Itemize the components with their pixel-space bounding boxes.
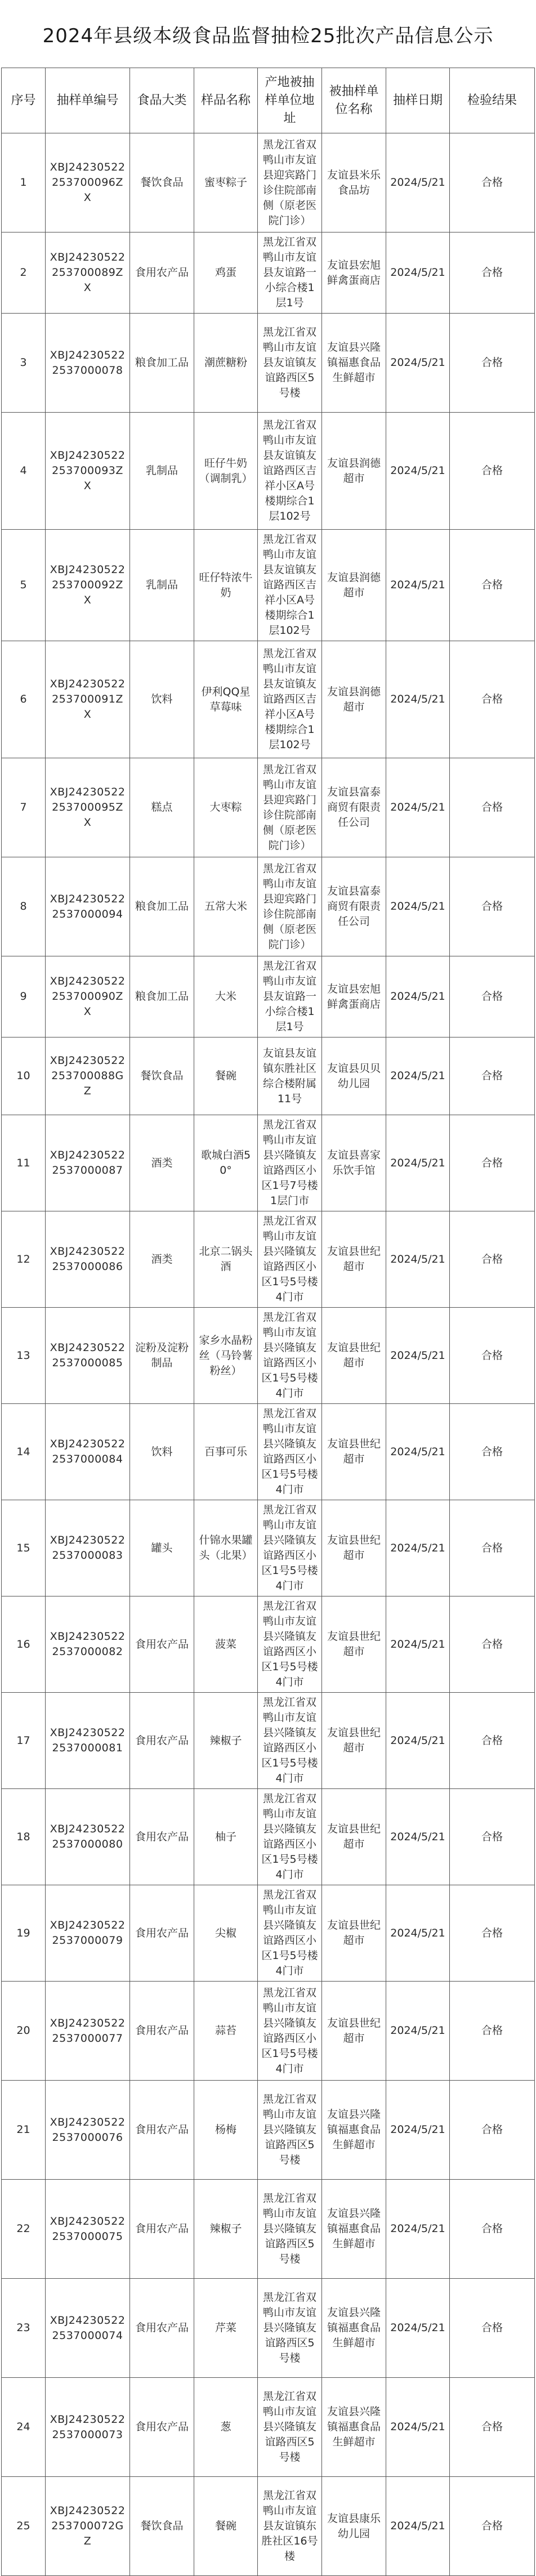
table-row [2, 133, 535, 232]
cell-food-category: 糕点 [130, 758, 194, 857]
cell-test-result: 合格 [450, 413, 535, 530]
cell-address: 黑龙江省双鸭山市友谊县兴隆镇友谊路西区小区1号5号楼4门市 [258, 1885, 322, 1982]
cell-test-result: 合格 [450, 1404, 535, 1500]
cell-test-result: 合格 [450, 1885, 535, 1982]
table-row [2, 641, 535, 758]
cell-sample-code: XBJ242305222537000083 [46, 1500, 130, 1596]
cell-address: 黑龙江省双鸭山市友谊县友谊镇东胜社区16号楼 [258, 2477, 322, 2576]
cell-sampling-date: 2024/5/21 [386, 133, 450, 232]
cell-sample-name: 餐碗 [194, 1037, 258, 1115]
table-header-row [2, 68, 535, 133]
cell-food-category: 餐饮食品 [130, 133, 194, 232]
table-row [2, 413, 535, 530]
cell-food-category: 食用农产品 [130, 1693, 194, 1789]
cell-test-result: 合格 [450, 2378, 535, 2477]
cell-test-result: 合格 [450, 1115, 535, 1211]
cell-test-result: 合格 [450, 1596, 535, 1693]
cell-address: 黑龙江省双鸭山市友谊县友谊镇友谊路西区5号楼 [258, 314, 322, 413]
table-row [2, 2081, 535, 2180]
cell-test-result: 合格 [450, 1693, 535, 1789]
table-row [2, 1596, 535, 1693]
cell-unit-name: 友谊县兴隆镇福惠食品生鲜超市 [322, 2378, 386, 2477]
cell-unit-name: 友谊县宏旭鲜禽蛋商店 [322, 956, 386, 1037]
table-row [2, 1211, 535, 1308]
cell-sample-code: XBJ242305222537000080 [46, 1789, 130, 1885]
table-row [2, 1404, 535, 1500]
cell-sample-code: XBJ242305222537000076 [46, 2081, 130, 2180]
header-address: 产地被抽样单位地址 [258, 68, 322, 133]
cell-seq: 9 [2, 956, 46, 1037]
cell-test-result: 合格 [450, 1982, 535, 2081]
cell-food-category: 酒类 [130, 1115, 194, 1211]
cell-sampling-date: 2024/5/21 [386, 2180, 450, 2279]
cell-sample-name: 歌城白酒50° [194, 1115, 258, 1211]
cell-seq: 4 [2, 413, 46, 530]
table-row [2, 232, 535, 314]
cell-unit-name: 友谊县富泰商贸有限责任公司 [322, 857, 386, 956]
cell-sampling-date: 2024/5/21 [386, 758, 450, 857]
cell-food-category: 餐饮食品 [130, 2477, 194, 2576]
cell-sample-code: XBJ24230522253700093ZX [46, 413, 130, 530]
cell-sample-name: 旺仔牛奶（调制乳） [194, 413, 258, 530]
cell-sample-name: 蒜苔 [194, 1982, 258, 2081]
table-row [2, 956, 535, 1037]
cell-seq: 23 [2, 2279, 46, 2378]
cell-food-category: 食用农产品 [130, 1789, 194, 1885]
cell-food-category: 酒类 [130, 1211, 194, 1308]
cell-test-result: 合格 [450, 530, 535, 641]
header-food-category: 食品大类 [130, 68, 194, 133]
cell-sample-code: XBJ24230522253700096ZX [46, 133, 130, 232]
cell-sampling-date: 2024/5/21 [386, 232, 450, 314]
cell-seq: 22 [2, 2180, 46, 2279]
cell-seq: 7 [2, 758, 46, 857]
cell-seq: 18 [2, 1789, 46, 1885]
cell-test-result: 合格 [450, 314, 535, 413]
cell-food-category: 食用农产品 [130, 2378, 194, 2477]
cell-sample-name: 葱 [194, 2378, 258, 2477]
cell-food-category: 乳制品 [130, 413, 194, 530]
cell-sample-code: XBJ242305222537000079 [46, 1885, 130, 1982]
cell-test-result: 合格 [450, 2081, 535, 2180]
cell-unit-name: 友谊县康乐幼儿园 [322, 2477, 386, 2576]
cell-food-category: 餐饮食品 [130, 1037, 194, 1115]
cell-unit-name: 友谊县润德超市 [322, 530, 386, 641]
cell-food-category: 食用农产品 [130, 232, 194, 314]
cell-test-result: 合格 [450, 1037, 535, 1115]
cell-sample-name: 芹菜 [194, 2279, 258, 2378]
cell-test-result: 合格 [450, 1308, 535, 1404]
cell-test-result: 合格 [450, 2477, 535, 2576]
cell-address: 黑龙江省双鸭山市友谊县友谊镇友谊路西区吉祥小区A号楼期综合1层102号 [258, 641, 322, 758]
cell-unit-name: 友谊县兴隆镇福惠食品生鲜超市 [322, 2180, 386, 2279]
cell-address: 黑龙江省双鸭山市友谊县兴隆镇友谊路西区5号楼 [258, 2180, 322, 2279]
cell-sample-code: XBJ24230522253700088GZ [46, 1037, 130, 1115]
cell-sample-code: XBJ242305222537000082 [46, 1596, 130, 1693]
cell-unit-name: 友谊县米乐食品坊 [322, 133, 386, 232]
cell-address: 友谊县友谊镇东胜社区综合楼附属11号 [258, 1037, 322, 1115]
cell-sample-code: XBJ242305222537000077 [46, 1982, 130, 2081]
cell-address: 黑龙江省双鸭山市友谊县迎宾路门诊住院部南侧（原老医院门诊） [258, 133, 322, 232]
cell-address: 黑龙江省双鸭山市友谊县兴隆镇友谊路西区小区1号5号楼4门市 [258, 1982, 322, 2081]
cell-sampling-date: 2024/5/21 [386, 2378, 450, 2477]
cell-unit-name: 友谊县世纪超市 [322, 1789, 386, 1885]
cell-sampling-date: 2024/5/21 [386, 1308, 450, 1404]
header-sample-code: 抽样单编号 [46, 68, 130, 133]
cell-sampling-date: 2024/5/21 [386, 1789, 450, 1885]
cell-address: 黑龙江省双鸭山市友谊县兴隆镇友谊路西区小区1号7号楼1层门市 [258, 1115, 322, 1211]
cell-sample-code: XBJ24230522253700090ZX [46, 956, 130, 1037]
cell-unit-name: 友谊县世纪超市 [322, 1500, 386, 1596]
cell-seq: 16 [2, 1596, 46, 1693]
cell-sampling-date: 2024/5/21 [386, 1500, 450, 1596]
cell-food-category: 饮料 [130, 1404, 194, 1500]
cell-sample-name: 伊利QQ星草莓味 [194, 641, 258, 758]
cell-seq: 3 [2, 314, 46, 413]
cell-sample-name: 大米 [194, 956, 258, 1037]
header-seq: 序号 [2, 68, 46, 133]
cell-sample-name: 柚子 [194, 1789, 258, 1885]
table-row [2, 758, 535, 857]
cell-sample-code: XBJ242305222537000084 [46, 1404, 130, 1500]
cell-sampling-date: 2024/5/21 [386, 2081, 450, 2180]
cell-unit-name: 友谊县兴隆镇福惠食品生鲜超市 [322, 314, 386, 413]
cell-seq: 19 [2, 1885, 46, 1982]
cell-address: 黑龙江省双鸭山市友谊县友谊镇友谊路西区吉祥小区A号楼期综合1层102号 [258, 530, 322, 641]
table-row [2, 2477, 535, 2576]
table-row [2, 1115, 535, 1211]
cell-sampling-date: 2024/5/21 [386, 956, 450, 1037]
cell-test-result: 合格 [450, 1500, 535, 1596]
cell-seq: 20 [2, 1982, 46, 2081]
cell-sample-name: 鸡蛋 [194, 232, 258, 314]
cell-unit-name: 友谊县富泰商贸有限责任公司 [322, 758, 386, 857]
cell-unit-name: 友谊县世纪超市 [322, 1885, 386, 1982]
cell-sample-name: 蜜枣粽子 [194, 133, 258, 232]
table-row [2, 314, 535, 413]
cell-seq: 21 [2, 2081, 46, 2180]
cell-test-result: 合格 [450, 232, 535, 314]
cell-sample-name: 北京二锅头酒 [194, 1211, 258, 1308]
cell-sampling-date: 2024/5/21 [386, 1211, 450, 1308]
cell-unit-name: 友谊县兴隆镇福惠食品生鲜超市 [322, 2081, 386, 2180]
cell-test-result: 合格 [450, 1211, 535, 1308]
cell-sample-name: 家乡水晶粉丝（马铃薯粉丝） [194, 1308, 258, 1404]
cell-unit-name: 友谊县兴隆镇福惠食品生鲜超市 [322, 2279, 386, 2378]
cell-test-result: 合格 [450, 758, 535, 857]
cell-test-result: 合格 [450, 2279, 535, 2378]
cell-sampling-date: 2024/5/21 [386, 314, 450, 413]
cell-test-result: 合格 [450, 2180, 535, 2279]
cell-test-result: 合格 [450, 956, 535, 1037]
cell-seq: 25 [2, 2477, 46, 2576]
cell-sample-code: XBJ242305222537000075 [46, 2180, 130, 2279]
cell-sample-name: 旺仔特浓牛奶 [194, 530, 258, 641]
cell-seq: 2 [2, 232, 46, 314]
cell-seq: 24 [2, 2378, 46, 2477]
cell-seq: 6 [2, 641, 46, 758]
cell-address: 黑龙江省双鸭山市友谊县友谊镇友谊路西区吉祥小区A号楼期综合1层102号 [258, 413, 322, 530]
cell-sample-code: XBJ24230522253700089ZX [46, 232, 130, 314]
cell-sampling-date: 2024/5/21 [386, 2279, 450, 2378]
cell-sample-code: XBJ24230522253700091ZX [46, 641, 130, 758]
table-row [2, 1693, 535, 1789]
cell-food-category: 食用农产品 [130, 1982, 194, 2081]
cell-sample-name: 尖椒 [194, 1885, 258, 1982]
cell-food-category: 食用农产品 [130, 2081, 194, 2180]
cell-address: 黑龙江省双鸭山市友谊县迎宾路门诊住院部南侧（原老医院门诊） [258, 758, 322, 857]
cell-sample-name: 潮蔗糖粉 [194, 314, 258, 413]
cell-sample-name: 大枣粽 [194, 758, 258, 857]
cell-sample-name: 杨梅 [194, 2081, 258, 2180]
table-row [2, 1982, 535, 2081]
cell-unit-name: 友谊县世纪超市 [322, 1693, 386, 1789]
cell-unit-name: 友谊县世纪超市 [322, 1308, 386, 1404]
cell-sampling-date: 2024/5/21 [386, 1037, 450, 1115]
cell-food-category: 食用农产品 [130, 2279, 194, 2378]
cell-sample-code: XBJ24230522253700092ZX [46, 530, 130, 641]
cell-unit-name: 友谊县世纪超市 [322, 1404, 386, 1500]
cell-seq: 1 [2, 133, 46, 232]
cell-seq: 11 [2, 1115, 46, 1211]
cell-unit-name: 友谊县润德超市 [322, 413, 386, 530]
cell-sampling-date: 2024/5/21 [386, 1596, 450, 1693]
cell-food-category: 罐头 [130, 1500, 194, 1596]
cell-unit-name: 友谊县宏旭鲜禽蛋商店 [322, 232, 386, 314]
cell-sampling-date: 2024/5/21 [386, 530, 450, 641]
cell-sample-code: XBJ242305222537000094 [46, 857, 130, 956]
cell-unit-name: 友谊县贝贝幼儿园 [322, 1037, 386, 1115]
cell-unit-name: 友谊县世纪超市 [322, 1982, 386, 2081]
cell-sampling-date: 2024/5/21 [386, 1982, 450, 2081]
cell-sample-code: XBJ242305222537000073 [46, 2378, 130, 2477]
header-test-result: 检验结果 [450, 68, 535, 133]
table-row [2, 857, 535, 956]
cell-sample-code: XBJ242305222537000081 [46, 1693, 130, 1789]
cell-address: 黑龙江省双鸭山市友谊县兴隆镇友谊路西区小区1号5号楼4门市 [258, 1789, 322, 1885]
cell-address: 黑龙江省双鸭山市友谊县兴隆镇友谊路西区小区1号5号楼4门市 [258, 1308, 322, 1404]
cell-sample-name: 什锦水果罐头（北果） [194, 1500, 258, 1596]
cell-test-result: 合格 [450, 1789, 535, 1885]
table-row [2, 2378, 535, 2477]
cell-seq: 13 [2, 1308, 46, 1404]
cell-food-category: 饮料 [130, 641, 194, 758]
cell-sampling-date: 2024/5/21 [386, 1404, 450, 1500]
cell-sample-code: XBJ242305222537000087 [46, 1115, 130, 1211]
cell-unit-name: 友谊县世纪超市 [322, 1211, 386, 1308]
cell-address: 黑龙江省双鸭山市友谊县兴隆镇友谊路西区小区1号5号楼4门市 [258, 1211, 322, 1308]
cell-sample-name: 辣椒子 [194, 1693, 258, 1789]
table-row [2, 2279, 535, 2378]
cell-address: 黑龙江省双鸭山市友谊县兴隆镇友谊路西区5号楼 [258, 2279, 322, 2378]
page-title: 2024年县级本级食品监督抽检25批次产品信息公示 [42, 24, 494, 47]
table-row [2, 530, 535, 641]
cell-sample-name: 辣椒子 [194, 2180, 258, 2279]
cell-address: 黑龙江省双鸭山市友谊县兴隆镇友谊路西区小区1号5号楼4门市 [258, 1693, 322, 1789]
cell-seq: 5 [2, 530, 46, 641]
cell-address: 黑龙江省双鸭山市友谊县兴隆镇友谊路西区5号楼 [258, 2081, 322, 2180]
cell-sample-name: 五常大米 [194, 857, 258, 956]
cell-address: 黑龙江省双鸭山市友谊县兴隆镇友谊路西区小区1号5号楼4门市 [258, 1404, 322, 1500]
cell-address: 黑龙江省双鸭山市友谊县迎宾路门诊住院部南侧（原老医院门诊） [258, 857, 322, 956]
cell-sample-name: 百事可乐 [194, 1404, 258, 1500]
cell-sampling-date: 2024/5/21 [386, 641, 450, 758]
cell-address: 黑龙江省双鸭山市友谊县兴隆镇友谊路西区5号楼 [258, 2378, 322, 2477]
cell-sample-code: XBJ24230522253700072GZ [46, 2477, 130, 2576]
cell-food-category: 乳制品 [130, 530, 194, 641]
cell-sample-code: XBJ242305222537000074 [46, 2279, 130, 2378]
cell-food-category: 食用农产品 [130, 1596, 194, 1693]
cell-seq: 10 [2, 1037, 46, 1115]
cell-seq: 14 [2, 1404, 46, 1500]
table-row [2, 1885, 535, 1982]
cell-sample-name: 菠菜 [194, 1596, 258, 1693]
cell-food-category: 食用农产品 [130, 1885, 194, 1982]
cell-food-category: 淀粉及淀粉制品 [130, 1308, 194, 1404]
cell-seq: 17 [2, 1693, 46, 1789]
table-row [2, 2180, 535, 2279]
header-unit-name: 被抽样单位名称 [322, 68, 386, 133]
cell-sample-code: XBJ242305222537000085 [46, 1308, 130, 1404]
cell-unit-name: 友谊县喜家乐饮手馆 [322, 1115, 386, 1211]
cell-sampling-date: 2024/5/21 [386, 857, 450, 956]
cell-sample-code: XBJ24230522253700095ZX [46, 758, 130, 857]
cell-test-result: 合格 [450, 133, 535, 232]
cell-sampling-date: 2024/5/21 [386, 1885, 450, 1982]
cell-food-category: 食用农产品 [130, 2180, 194, 2279]
cell-address: 黑龙江省双鸭山市友谊县友谊路一小综合楼1层1号 [258, 232, 322, 314]
table-row [2, 1308, 535, 1404]
cell-address: 黑龙江省双鸭山市友谊县兴隆镇友谊路西区小区1号5号楼4门市 [258, 1500, 322, 1596]
table-row [2, 1789, 535, 1885]
header-sampling-date: 抽样日期 [386, 68, 450, 133]
cell-unit-name: 友谊县世纪超市 [322, 1596, 386, 1693]
cell-test-result: 合格 [450, 857, 535, 956]
cell-sampling-date: 2024/5/21 [386, 2477, 450, 2576]
cell-unit-name: 友谊县润德超市 [322, 641, 386, 758]
cell-sampling-date: 2024/5/21 [386, 1115, 450, 1211]
cell-test-result: 合格 [450, 641, 535, 758]
cell-sample-code: XBJ242305222537000086 [46, 1211, 130, 1308]
cell-seq: 12 [2, 1211, 46, 1308]
cell-sampling-date: 2024/5/21 [386, 413, 450, 530]
cell-food-category: 粮食加工品 [130, 857, 194, 956]
cell-address: 黑龙江省双鸭山市友谊县友谊路一小综合楼1层1号 [258, 956, 322, 1037]
cell-food-category: 粮食加工品 [130, 314, 194, 413]
cell-address: 黑龙江省双鸭山市友谊县兴隆镇友谊路西区小区1号5号楼4门市 [258, 1596, 322, 1693]
cell-seq: 15 [2, 1500, 46, 1596]
table-row [2, 1500, 535, 1596]
table-row [2, 1037, 535, 1115]
cell-sampling-date: 2024/5/21 [386, 1693, 450, 1789]
cell-food-category: 粮食加工品 [130, 956, 194, 1037]
header-sample-name: 样品名称 [194, 68, 258, 133]
cell-sample-name: 餐碗 [194, 2477, 258, 2576]
inspection-table [1, 68, 535, 2576]
cell-seq: 8 [2, 857, 46, 956]
cell-sample-code: XBJ242305222537000078 [46, 314, 130, 413]
